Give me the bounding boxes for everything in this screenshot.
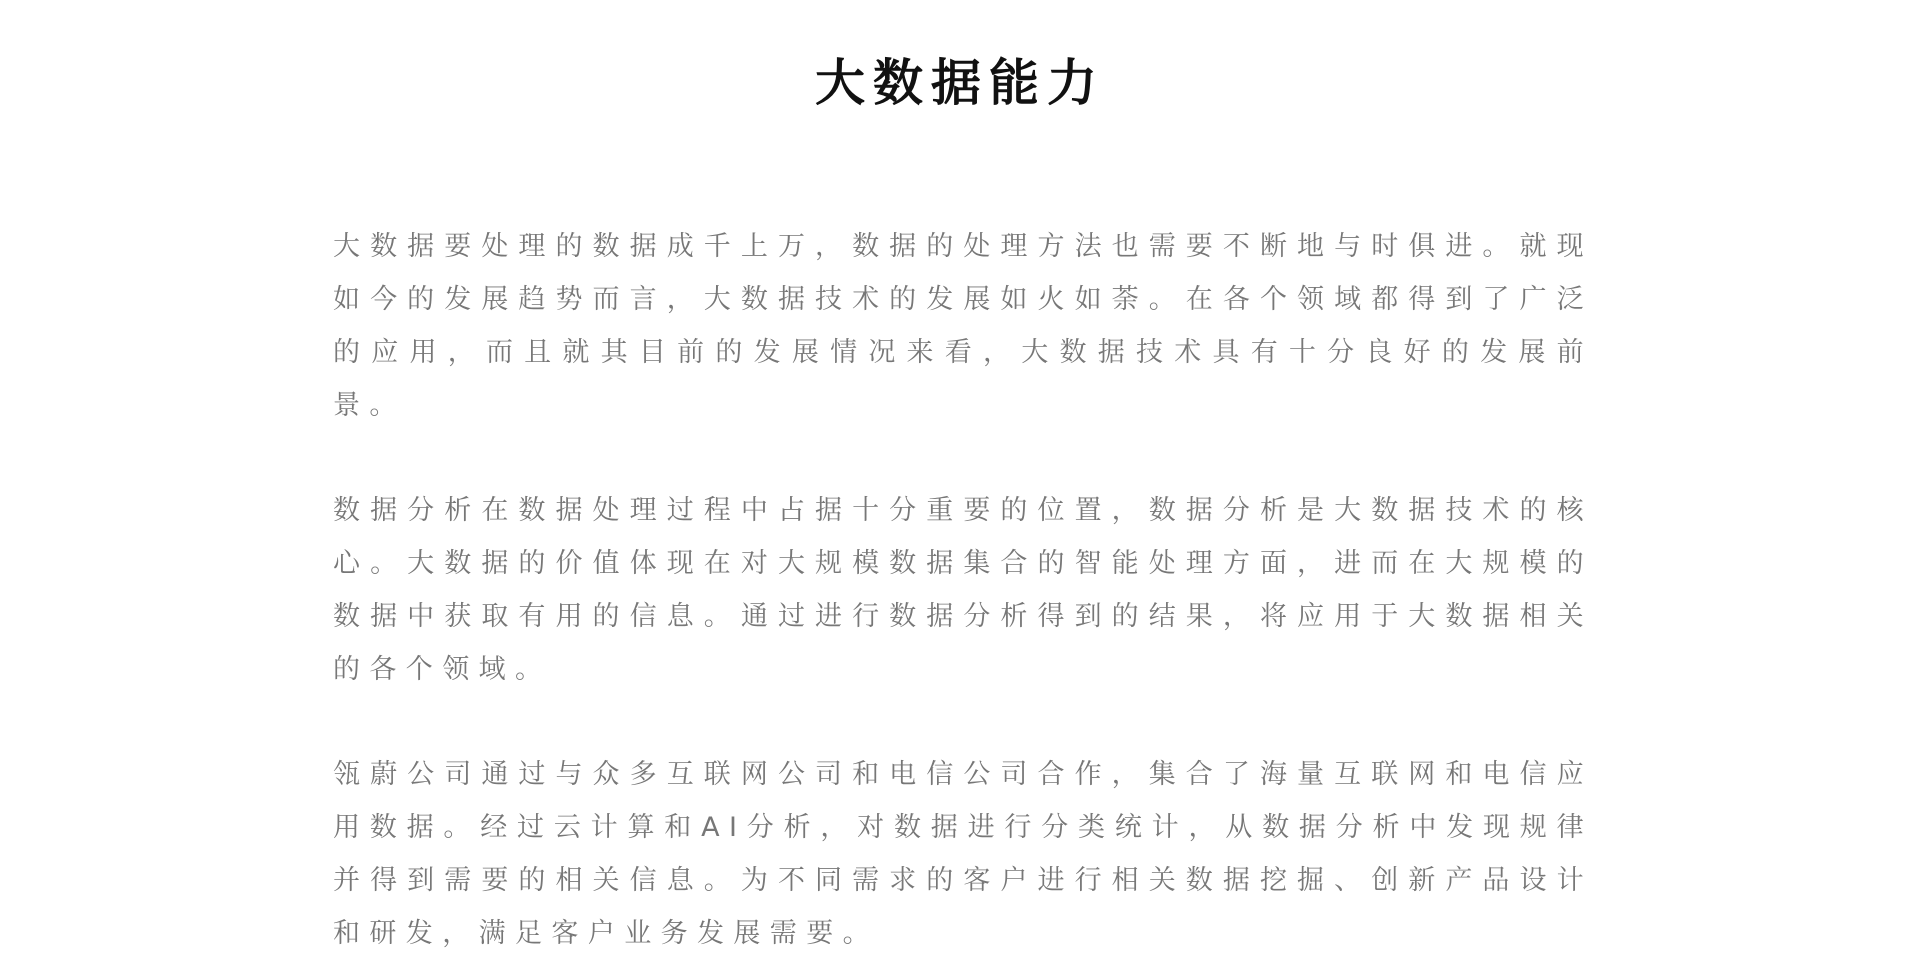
article-body <box>333 220 1593 977</box>
page-title: 大数据能力 <box>815 54 1105 112</box>
paragraph-intro: 大数据要处理的数据成千上万，数据的处理方法也需要不断地与时俱进。就现如今的发展趋势而言，大数据技术的发展如火如荼。在各个领域都得到了广泛的应用，而且就其目前的发展情况来看，大数据技术具有十分良好的发展前景。 <box>333 231 1593 421</box>
paragraph-company: 瓴蔚公司通过与众多互联网公司和电信公司合作，集合了海量互联网和电信应用数据。经过云计算和AI分析，对数据进行分类统计，从数据分析中发现规律并得到需要的相关信息。为不同需求的客户进行相关数据挖掘、创新产品设计和研发，满足客户业务发展需要。 <box>333 759 1593 949</box>
paragraph-analysis: 数据分析在数据处理过程中占据十分重要的位置，数据分析是大数据技术的核心。大数据的价值体现在对大规模数据集合的智能处理方面，进而在大规模的数据中获取有用的信息。通过进行数据分析得到的结果，将应用于大数据相关的各个领域。 <box>333 495 1593 685</box>
